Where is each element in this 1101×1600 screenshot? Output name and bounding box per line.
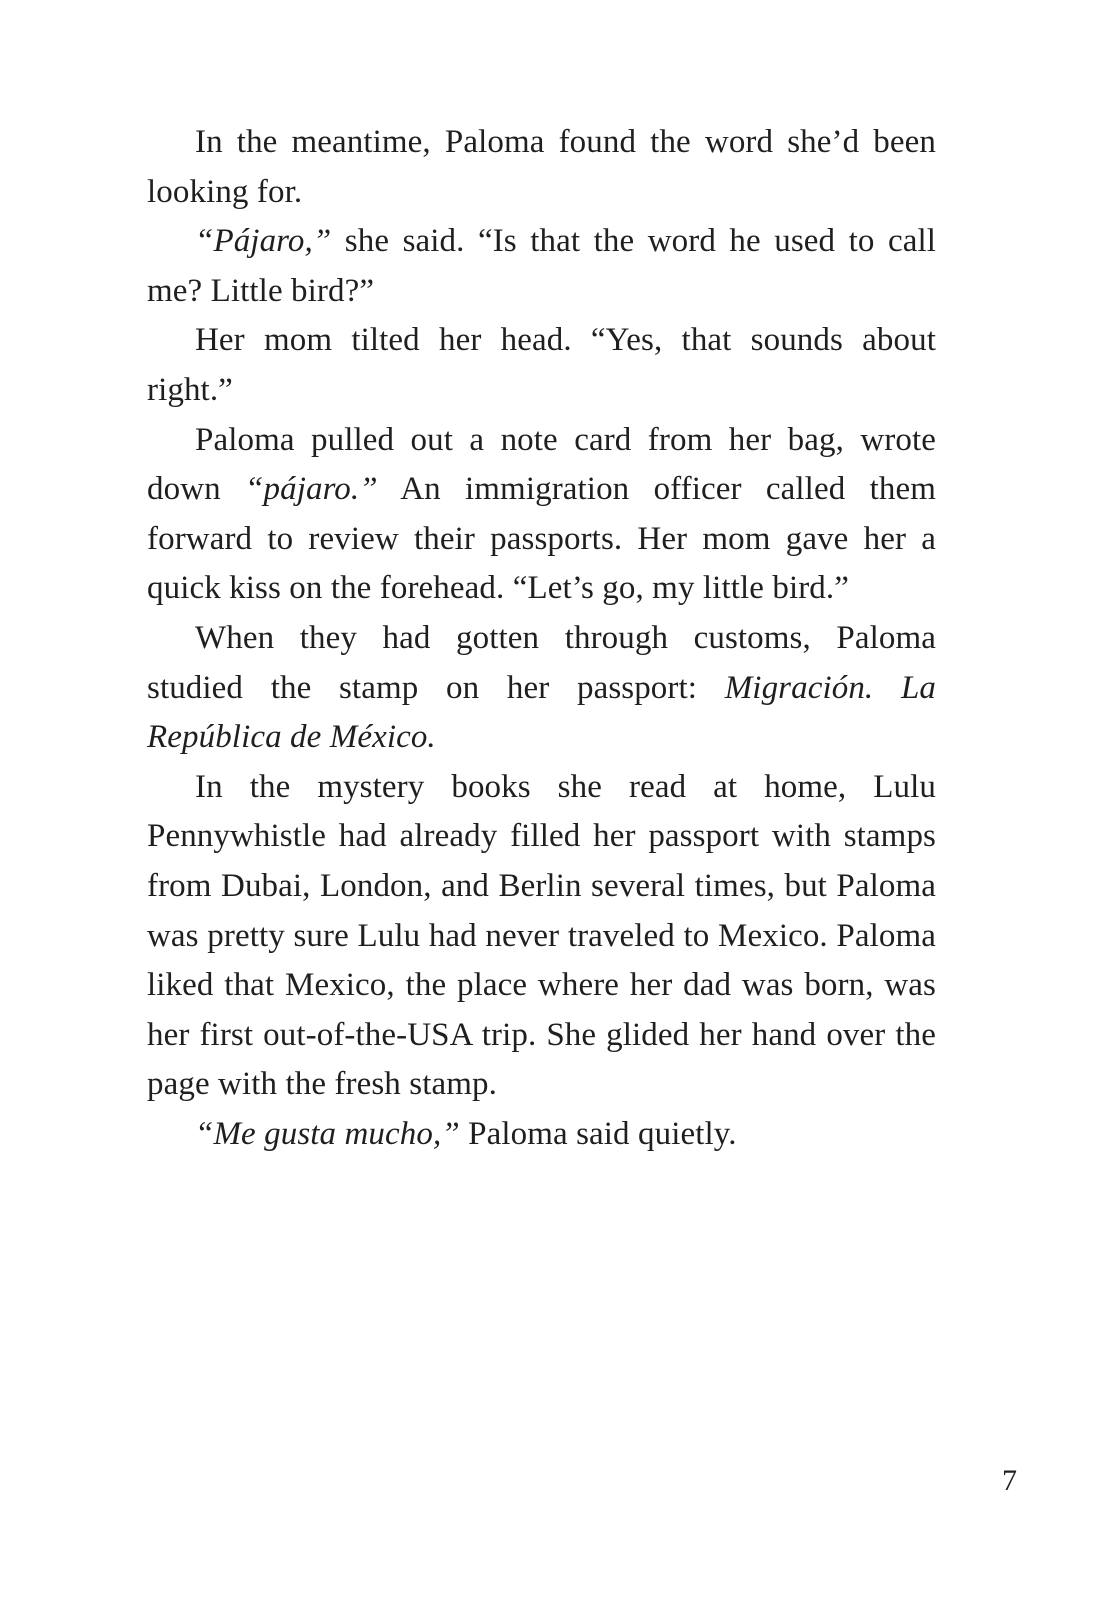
- paragraph-6-text: In the mystery books she read at home, Lulu Pennywhistle had already filled her passport with stamps from Dubai, London, and Berlin several times, but Paloma was pretty sure Lulu had never traveled to Mexico. Paloma liked that Mexico, the place where her dad was born, was her first out-of-the-USA trip. She glided her hand over the page with the fresh stamp.: [147, 768, 936, 1103]
- paragraph-2: [147, 217, 936, 316]
- paragraph-3-text: Her mom tilted her head. “Yes, that sounds about right.”: [147, 322, 936, 408]
- paragraph-2-italic-word: “Pájaro,”: [195, 223, 332, 260]
- paragraph-4: [147, 416, 936, 614]
- body-text: [147, 118, 936, 1159]
- paragraph-1-text: In the meantime, Paloma found the word she’d been looking for.: [147, 124, 936, 210]
- paragraph-5-text: When they had gotten through customs, Paloma studied the stamp on her passport:: [147, 619, 936, 706]
- paragraph-1: [147, 118, 936, 217]
- paragraph-2-text: she said. “Is that the word he used to call me? Little bird?”: [147, 223, 936, 309]
- paragraph-5-italic-stamp: Migración. La República de México.: [147, 669, 937, 756]
- paragraph-4-text-a: Paloma pulled out a note card from her bag, wrote down: [147, 421, 936, 508]
- paragraph-7: [147, 1110, 936, 1160]
- paragraph-4-italic-word: “pájaro.”: [245, 471, 378, 508]
- paragraph-5: [147, 614, 936, 763]
- paragraph-4-text-b: An immigration officer called them forward to review their passports. Her mom gave her a quick kiss on the forehead. “Let’s go, my little bird.”: [147, 471, 936, 607]
- page-number: 7: [1002, 1464, 1017, 1497]
- paragraph-7-italic-phrase: “Me gusta mucho,”: [195, 1115, 460, 1152]
- paragraph-7-text: Paloma said quietly.: [459, 1115, 737, 1152]
- paragraph-3: [147, 316, 936, 415]
- paragraph-6: [147, 763, 936, 1110]
